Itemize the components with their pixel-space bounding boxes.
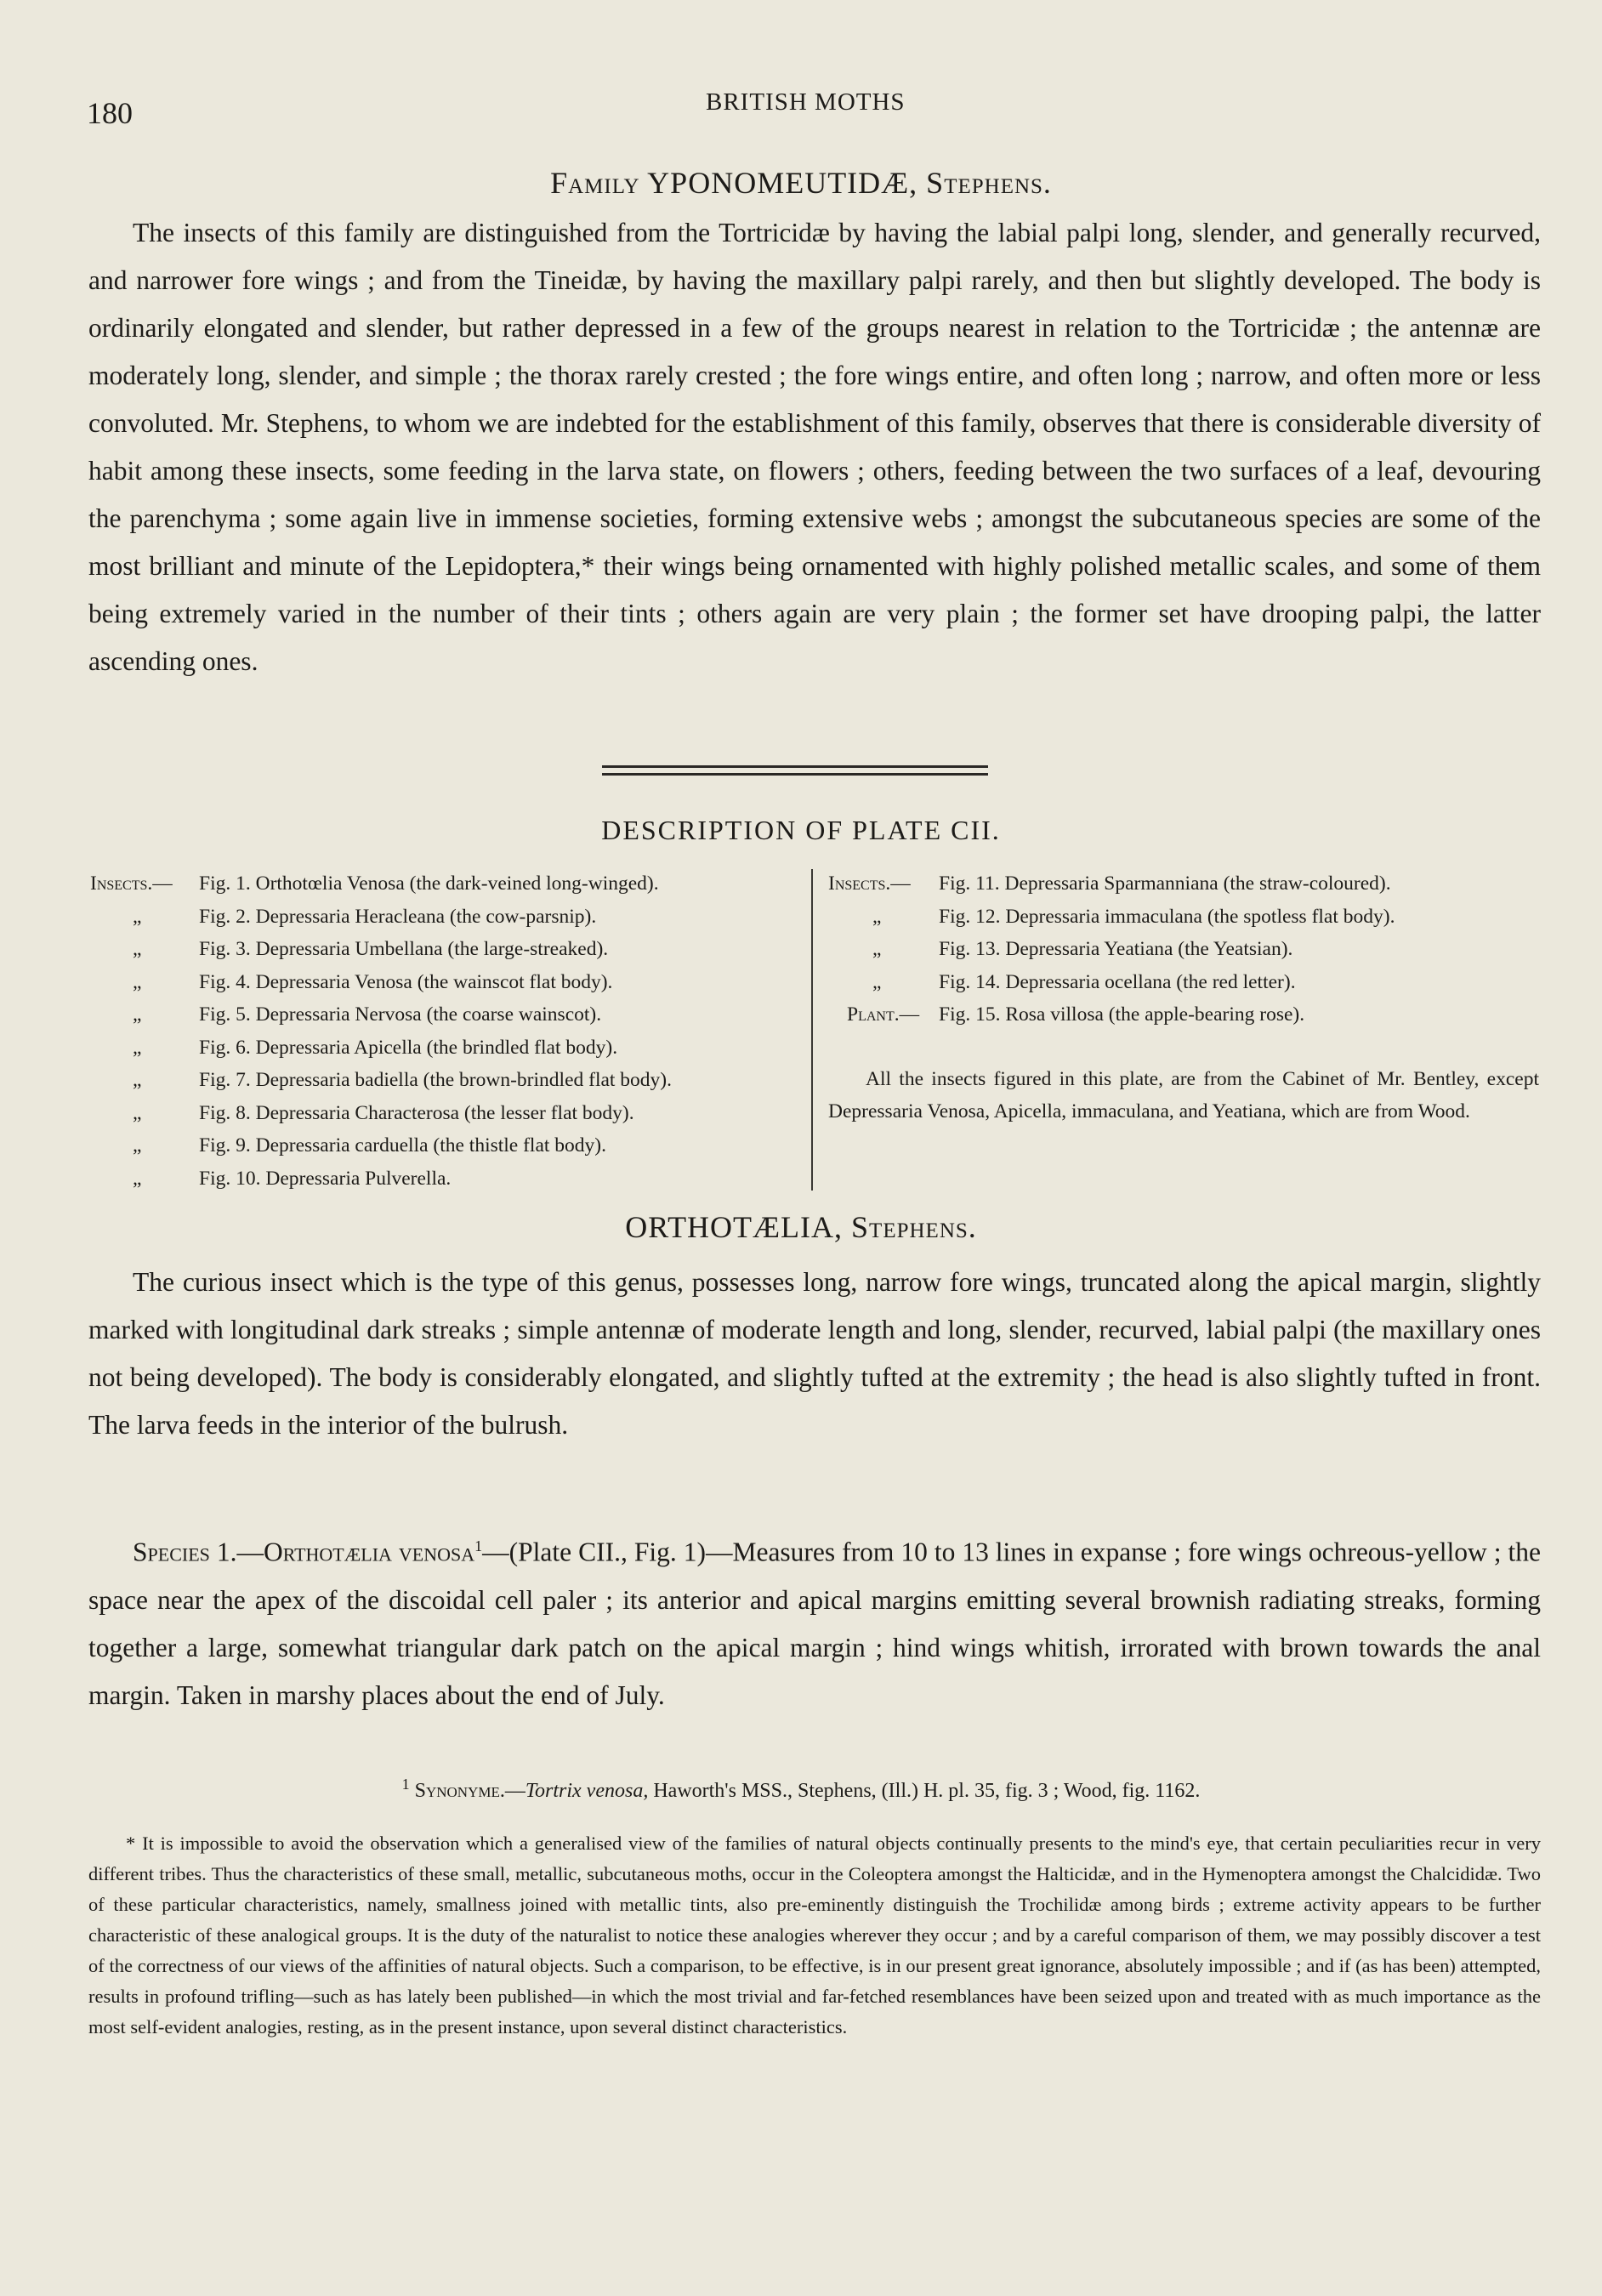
genus-paragraph-text: The curious insect which is the type of this genus, possesses long, narrow fore wings, truncated along the apical margin, slightly marked with longitudinal dark streaks ; simple antennæ of moderate length and long, slender, recurved, labial palpi (the maxillary ones not being developed). The body is considerably elongated, and slightly tufted at the extremity ; the head is also slightly tufted in front. The larva feeds in the interior of the bulrush.: [88, 1267, 1541, 1440]
figure-entry: [90, 933, 804, 966]
figure-text: Depressaria ocellana (the red letter).: [1005, 970, 1296, 993]
figure-text: Depressaria Nervosa (the coarse wainscot).: [255, 1003, 602, 1026]
figure-number: Fig. 12.: [939, 905, 1001, 928]
figure-number: Fig. 11.: [939, 872, 1000, 895]
synonyme-name: Tortrix venosa,: [525, 1780, 649, 1802]
synonyme-marker: 1: [401, 1776, 410, 1793]
column-divider: [811, 869, 813, 1191]
figure-entry: [90, 1129, 804, 1162]
figure-number: Fig. 3.: [199, 938, 251, 960]
footnote: * It is impossible to avoid the observation which a generalised view of the families of natural objects continually presents to the mind's eye, that certain peculiarities recur in very different tribes. Thus the characteristics of these small, metallic, subcutaneous moths, occur in the Coleoptera amongst the Halticidæ, and in the Hymenoptera amongst the Chalcididæ. Two of these particular characteristics, namely, smallness joined with metallic tints, also pre-eminently distinguish the Trochilidæ among birds ; extreme activity appears to be further characteristic of these analogical groups. It is the duty of the naturalist to notice these analogies wherever they occur ; and by a careful comparison of them, we may possibly discover a test of the correctness of our views of the affinities of natural objects. Such a comparison, to be effective, is in our present great ignorance, absolutely impossible ; and if (as has been) attempted, results in profound trifling—such as has lately been published—in which the most trivial and far-fetched resemblances have been seized upon and treated with as much importance as the most self-evident analogies, resting, as in the present instance, upon several distinct characteristics.: [88, 1833, 1541, 2037]
figure-text: Depressaria Yeatiana (the Yeatsian).: [1005, 938, 1293, 960]
figure-entry: [828, 998, 1542, 1031]
double-rule-divider: [602, 765, 988, 781]
species-lead: Species 1.—Orthotælia venosa: [133, 1537, 475, 1567]
intro-paragraph-text: The insects of this family are distinguished from the Tortricidæ by having the labial palpi long, slender, and generally recurved, and narrower fore wings ; and from the Tineidæ, by having the maxillary palpi rarely, and then but slightly developed. The body is ordinarily elongated and slender, but rather depressed in a few of the groups nearest in relation to the Tortricidæ ; the antennæ are moderately long, slender, and simple ; the thorax rarely crested ; the fore wings entire, and often long ; narrow, and often more or less convoluted. Mr. Stephens, to whom we are indebted for the establishment of this family, observes that there is considerable diversity of habit among these insects, some feeding in the larva state, on flowers ; others, feeding between the two surfaces of a leaf, devouring the parenchyma ; some again live in immense societies, forming extensive webs ; amongst the subcutaneous species are some of the most brilliant and minute of the Lepidoptera,* their wings being ornamented with highly polished metallic scales, and some of them being extremely varied in the number of their tints ; others again are very plain ; the former set have drooping palpi, the latter ascending ones.: [88, 218, 1541, 676]
figure-entry: [90, 901, 804, 934]
figure-text: Depressaria Umbellana (the large-streaked).: [255, 938, 609, 960]
figure-text: Orthotœlia Venosa (the dark-veined long-winged).: [255, 872, 659, 895]
entry-label: „: [133, 1069, 142, 1091]
entry-label: Plant.—: [847, 1003, 920, 1026]
figure-entry: [90, 867, 804, 901]
figure-entry: [90, 966, 804, 999]
figure-number: Fig. 2.: [199, 905, 251, 928]
figure-number: Fig. 7.: [199, 1069, 251, 1091]
figure-text: Depressaria badiella (the brown-brindled flat body).: [255, 1069, 673, 1091]
figure-text: Depressaria carduella (the thistle flat body).: [255, 1134, 606, 1157]
figure-number: Fig. 4.: [199, 970, 251, 993]
page-number: 180: [87, 96, 133, 130]
figure-text: Depressaria Pulverella.: [265, 1167, 452, 1190]
figure-number: Fig. 1.: [199, 872, 251, 895]
figure-entry: [90, 1031, 804, 1065]
figure-number: Fig. 10.: [199, 1167, 261, 1190]
species-paragraph: [88, 1522, 1541, 1719]
figure-number: Fig. 6.: [199, 1036, 251, 1059]
figure-number: Fig. 8.: [199, 1101, 251, 1124]
plate-description-title: DESCRIPTION OF PLATE CII.: [601, 815, 1001, 845]
synonyme-label: Synonyme.—: [414, 1780, 525, 1802]
figure-entry: [90, 998, 804, 1031]
rule-line: [602, 765, 988, 768]
figure-entry: [90, 1064, 804, 1097]
species-paragraph-text: [88, 1522, 1541, 1719]
figure-text: Depressaria Characterosa (the lesser flat body).: [255, 1101, 634, 1124]
figure-entry: [90, 1162, 804, 1196]
entry-label: Insects.—: [828, 872, 911, 895]
figure-text: Depressaria Heracleana (the cow-parsnip).: [255, 905, 597, 928]
synonyme-line: [0, 1776, 1602, 1803]
synonyme-reference: Haworth's MSS., Stephens, (Ill.) H. pl. 35, fig. 3 ; Wood, fig. 1162.: [653, 1780, 1201, 1802]
intro-paragraph: [88, 209, 1541, 685]
figure-entry: [828, 867, 1542, 901]
figure-number: Fig. 9.: [199, 1134, 251, 1157]
footnote-marker: 1: [474, 1537, 483, 1554]
species-description: —(Plate CII., Fig. 1)—Measures from 10 to 13 lines in expanse ; fore wings ochreous-yellow ; the space near the apex of the discoidal cell paler ; its anterior and apical margins emitting several brownish radiating streaks, forming together a large, somewhat triangular dark patch on the apical margin ; hind wings whitish, irrorated with brown towards the anal margin. Taken in marshy places about the end of July.: [88, 1537, 1541, 1710]
genus-paragraph: [88, 1259, 1541, 1449]
entry-label: „: [133, 970, 142, 993]
entry-label: „: [872, 938, 882, 960]
entry-label: „: [133, 1167, 142, 1190]
figure-entry: [828, 901, 1542, 934]
figure-number: Fig. 14.: [939, 970, 1001, 993]
entry-label: „: [133, 938, 142, 960]
plate-figures-right-column: [828, 867, 1542, 1031]
figure-text: Depressaria immaculana (the spotless flat body).: [1005, 905, 1395, 928]
figure-text: Depressaria Apicella (the brindled flat body).: [255, 1036, 618, 1059]
genus-title: ORTHOTÆLIA, Stephens.: [625, 1210, 977, 1244]
entry-label: „: [133, 905, 142, 928]
entry-label: Insects.—: [90, 872, 173, 895]
plate-figures-left-column: [90, 867, 804, 1195]
running-title: BRITISH MOTHS: [706, 88, 906, 116]
entry-label: „: [133, 1101, 142, 1124]
figure-number: Fig. 15.: [939, 1003, 1001, 1026]
entry-label: „: [133, 1003, 142, 1026]
figure-text: Rosa villosa (the apple-bearing rose).: [1005, 1003, 1305, 1026]
figure-entry: [90, 1097, 804, 1130]
family-title: Family YPONOMEUTIDÆ, Stephens.: [550, 166, 1052, 200]
figure-text: Depressaria Venosa (the wainscot flat body).: [255, 970, 613, 993]
entry-label: „: [133, 1036, 142, 1059]
figure-number: Fig. 13.: [939, 938, 1001, 960]
entry-label: „: [133, 1134, 142, 1157]
rule-line: [602, 773, 988, 776]
figure-entry: [828, 966, 1542, 999]
entry-label: „: [872, 905, 882, 928]
figure-entry: [828, 933, 1542, 966]
entry-label: „: [872, 970, 882, 993]
figure-text: Depressaria Sparmanniana (the straw-coloured).: [1004, 872, 1391, 895]
figure-number: Fig. 5.: [199, 1003, 251, 1026]
plate-cabinet-note: All the insects figured in this plate, are from the Cabinet of Mr. Bentley, except Depressaria Venosa, Apicella, immaculana, and Yeatiana, which are from Wood.: [828, 1068, 1539, 1122]
